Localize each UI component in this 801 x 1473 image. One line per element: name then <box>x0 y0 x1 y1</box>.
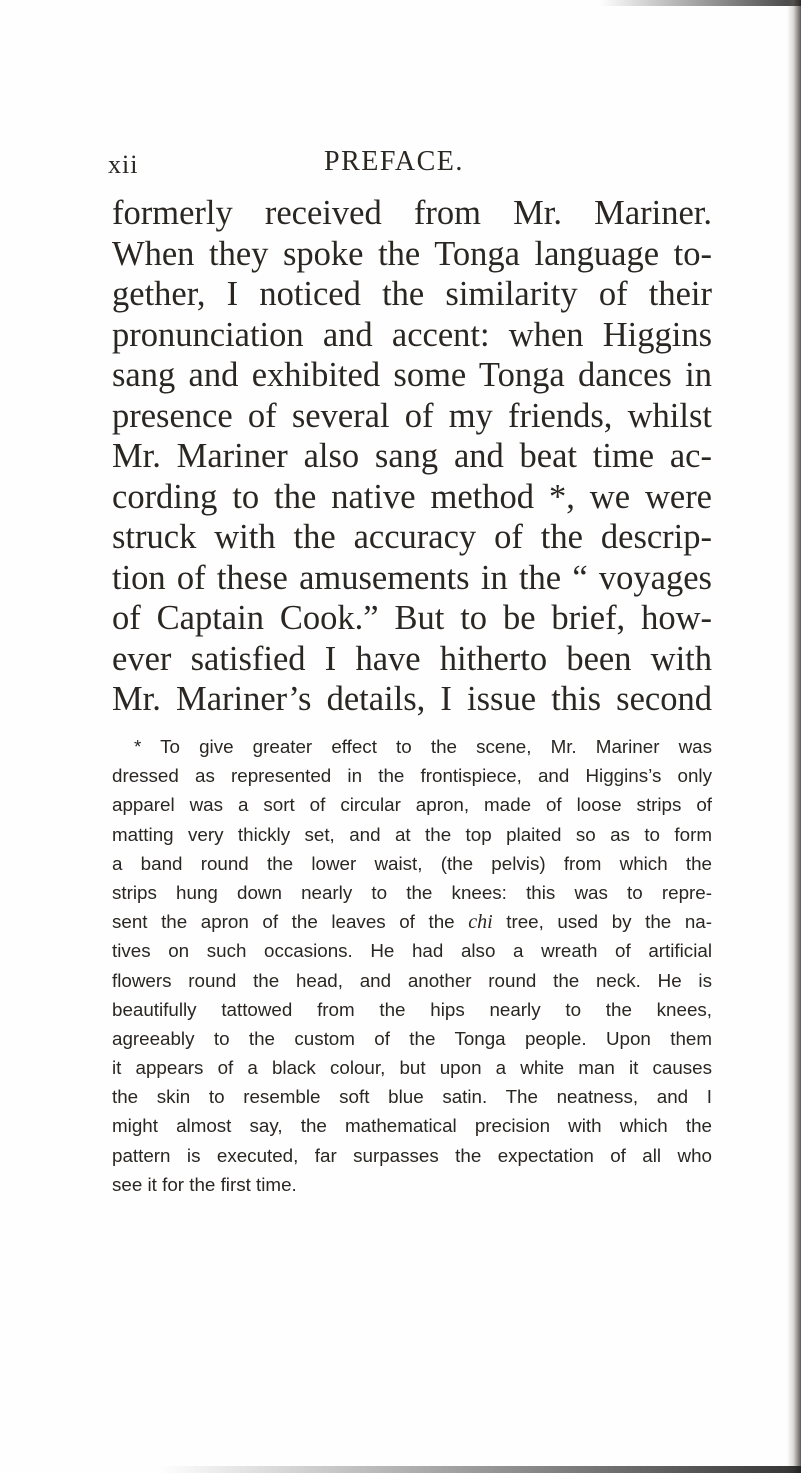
body-line: ever satisfied I have hitherto been with <box>112 639 712 678</box>
footnote <box>112 732 712 1199</box>
footnote-text: sent the apron of the leaves of the <box>112 911 469 933</box>
body-line: When they spoke the Tonga language to- <box>112 234 712 273</box>
footnote-line: a band round the lower waist, (the pelvis) from which the <box>112 852 712 874</box>
footnote-line: agreeably to the custom of the Tonga people. Upon them <box>112 1027 712 1049</box>
body-line: formerly received from Mr. Mariner. <box>112 194 712 232</box>
footnote-line: might almost say, the mathematical precision with which the <box>112 1115 712 1137</box>
body-line: of Captain Cook.” But to be brief, how- <box>112 599 712 637</box>
footnote-line: dressed as represented in the frontispiece, and Higgins’s only <box>112 765 712 787</box>
page-number: xii <box>108 150 139 179</box>
body-line: sang and exhibited some Tonga dances in <box>112 356 712 394</box>
body-line: pronunciation and accent: when Higgins <box>112 315 712 354</box>
footnote-line <box>112 907 712 936</box>
page-edge-shadow-top <box>600 0 801 6</box>
footnote-line: the skin to resemble soft blue satin. The neatness, and I <box>112 1086 712 1108</box>
body-line: Mr. Mariner’s details, I issue this second <box>112 680 712 718</box>
footnote-line: tives on such occasions. He had also a wreath of artificial <box>112 940 712 962</box>
body-line: presence of several of my friends, whilst <box>112 396 712 435</box>
footnote-line: apparel was a sort of circular apron, made of loose strips of <box>112 794 712 816</box>
body-line: struck with the accuracy of the descrip- <box>112 518 712 556</box>
running-title: PREFACE. <box>324 146 464 177</box>
body-line: gether, I noticed the similarity of their <box>112 275 712 313</box>
footnote-line: beautifully tattowed from the hips nearly to the knees, <box>112 998 712 1020</box>
footnote-line: see it for the first time. <box>112 1173 297 1195</box>
footnote-line: flowers round the head, and another round the neck. He is <box>112 969 712 991</box>
footnote-line: strips hung down nearly to the knees: this was to repre- <box>112 881 712 903</box>
footnote-line: matting very thickly set, and at the top plaited so as to form <box>112 823 712 845</box>
footnote-line: * To give greater effect to the scene, Mr. Mariner was <box>134 736 712 757</box>
page-edge-shadow-right <box>787 0 801 1473</box>
body-line: cording to the native method *, we were <box>112 477 712 516</box>
footnote-italic-term: chi <box>468 911 493 934</box>
body-line: Mr. Mariner also sang and beat time ac- <box>112 437 712 475</box>
body-text <box>112 193 712 720</box>
footnote-line: pattern is executed, far surpasses the expectation of all who <box>112 1144 712 1166</box>
running-head <box>108 140 708 190</box>
page-edge-shadow-bottom <box>160 1466 801 1473</box>
footnote-text: tree, used by the na- <box>492 911 712 933</box>
footnote-line: it appears of a black colour, but upon a white man it causes <box>112 1057 712 1079</box>
body-line: tion of these amusements in the “ voyages <box>112 558 712 597</box>
